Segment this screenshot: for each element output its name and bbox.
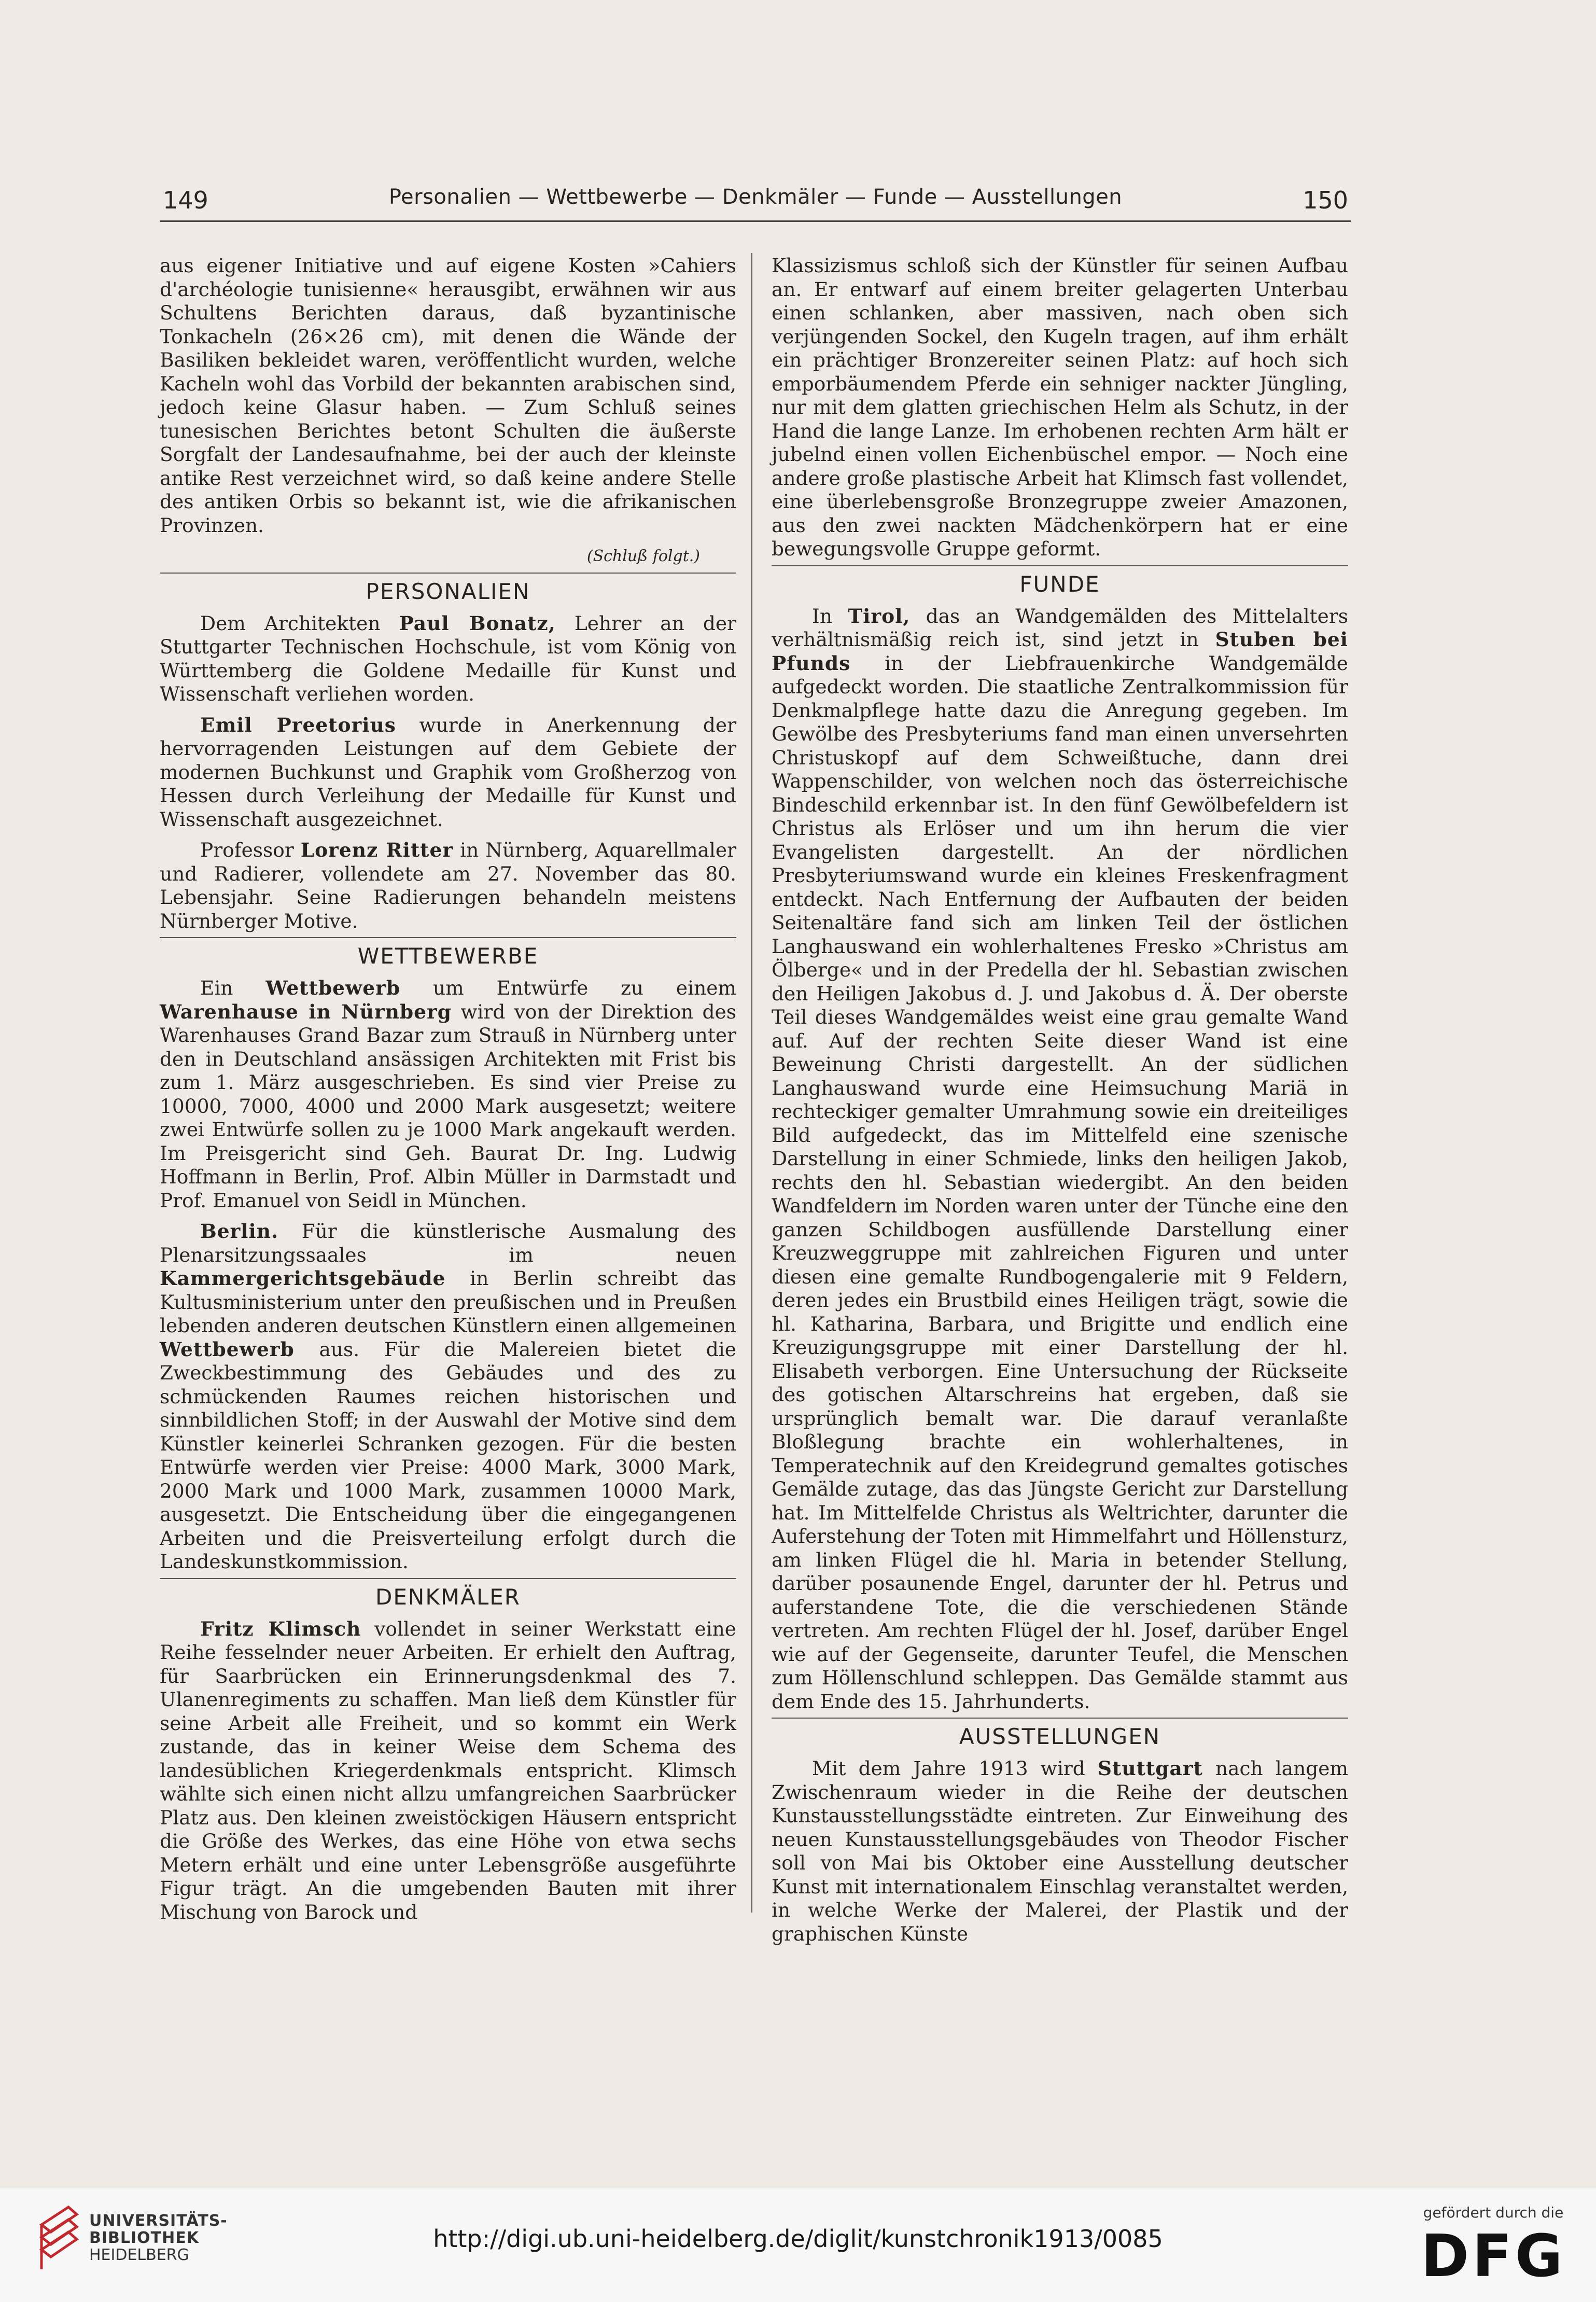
source-url[interactable]: http://digi.ub.uni-heidelberg.de/diglit/kunstchronik1913/0085 xyxy=(433,2225,1163,2253)
section-title-funde: FUNDE xyxy=(1019,571,1100,597)
wettbewerbe-paragraph-1: Ein Wettbewerb um Entwürfe zu einem Warenhause in Nürnberg wird von der Direktion des Warenhauses Grand Bazar zum Strauß in Nürnberg unter den in Deutschland ansässigen Architekten mit Frist bis zum 1. März ausgeschrieben. Es sind vier Preise zu 10000, 7000, 4000 und 2000 Mark ausgesetzt; weitere zwei Entwürfe sollen zu je 1000 Mark angekauft werden. Im Preisgericht sind Geh. Baurat Dr. Ing. Ludwig Hoffmann in Berlin, Prof. Albin Müller in Darmstadt und Prof. Emanuel von Seidl in München. xyxy=(160,976,736,1212)
column-divider xyxy=(751,253,752,1913)
funde-paragraph-1: In Tirol, das an Wandgemälden des Mittelalters verhältnismäßig reich ist, sind jetzt in Stuben bei Pfunds in der Liebfrauenkirche Wandgemälde aufgedeckt worden. Die staatliche Zentralkommission für Denkmalpflege hatte dazu die Anregung gegeben. Im Gewölbe des Presbyteriums fand man einen unversehrten Christuskopf auf dem Schweißtuche, dann drei Wappenschilder, von welchen noch das österreichische Bindeschild erkennbar ist. In den fünf Gewölbefeldern ist Christus als Erlöser und um ihn herum die vier Evangelisten dargestellt. An der nördlichen Presbyteriumswand wurde ein kleines Freskenfragment entdeckt. Nach Entfernung der Aufbauten der beiden Seitenaltäre fand sich am linken Teil der östlichen Langhauswand ein wohlerhaltenes Fresko »Christus am Ölberge« und in der Predella der hl. Sebastian zwischen den Heiligen Jakobus d. J. und Jakobus d. Ä. Der oberste Teil dieses Wandgemäldes weist eine grau gemalte Wand auf. Auf der rechten Seite dieser Wand ist eine Beweinung Christi dargestellt. An der südlichen Langhauswand wurde eine Heimsuchung Mariä in rechteckiger gemalter Umrahmung sowie ein dreiteiliges Bild aufgedeckt, das im Mittelfeld eine szenische Darstellung in einer Schmiede, links den heiligen Jakob, rechts den hl. Sebastian wiedergibt. An den beiden Wandfeldern im Norden waren unter der Tünche eine den ganzen Schildbogen ausfüllende Darstellung einer Kreuzweggruppe mit zahlreichen Figuren und unter diesen eine gemalte Rundbogengalerie mit 9 Feldern, deren jedes ein Brustbild eines Heiligen trägt, sowie die hl. Katharina, Barbara, und Brigitte und endlich eine Kreuzigungsgruppe mit einer Darstellung der hl. Elisabeth verborgen. Eine Untersuchung der Rückseite des gotischen Altarschreins hat ergeben, daß sie ursprünglich bemalt war. Die darauf veranlaßte Bloßlegung brachte ein wohlerhaltenes, in Temperatechnik auf den Kreidegrund gemaltes gotisches Gemälde zutage, das das Jüngste Gericht zur Darstellung hat. Im Mittelfelde Christus als Weltrichter, darunter die Auferstehung der Toten mit Himmelfahrt und Höllensturz, am linken Flügel die hl. Maria in betender Stellung, darüber posaunende Engel, darunter der hl. Petrus und auferstandene Tote, die die verschiedenen Stände vertreten. Am rechten Flügel der hl. Josef, darüber Engel wie auf der Gegenseite, darunter Teufel, die Menschen zum Höllenschlund schleppen. Das Gemälde stammt aus dem Ende des 15. Jahrhunderts. xyxy=(772,604,1348,1713)
running-title: Personalien — Wettbewerbe — Denkmäler — Funde — Ausstellungen xyxy=(388,185,1123,209)
section-rule xyxy=(160,937,736,938)
continued-paragraph: Klassizismus schloß sich der Künstler für seinen Aufbau an. Er entwarf auf einem breiter gelagerten Unterbau einen schlanken, aber massiven, nach oben sich verjüngenden Sockel, den Kugeln tragen, auf ihm erhält ein prächtiger Bronzereiter seinen Platz: auf hoch sich emporbäumendem Pferde ein sehniger nackter Jüngling, nur mit dem glatten griechischen Helm als Schutz, in der Hand die lange Lanze. Im erhobenen rechten Arm hält er jubelnd einen vollen Eichenbüschel empor. — Noch eine andere große plastische Arbeit hat Klimsch fast vollendet, eine überlebensgroße Bronzegruppe zweier Amazonen, aus den zwei nackten Mädchenkörpern hat er eine bewegungsvolle Gruppe geformt. xyxy=(772,254,1348,560)
intro-paragraph: aus eigener Initiative und auf eigene Kosten »Cahiers d'archéologie tunisienne« herausgibt, erwähnen wir aus Schultens Berichten daraus, daß byzantinische Tonkacheln (26×26 cm), mit denen die Wände der Basiliken bekleidet waren, veröffentlicht wurden, welche Kacheln wohl das Vorbild der bekannten arabischen sind, jedoch keine Glasur haben. — Zum Schluß seines tunesischen Berichtes betont Schulten die äußerste Sorgfalt der Landesaufnahme, bei der auch der kleinste antike Rest verzeichnet wird, so daß keine andere Stelle des antiken Orbis so bekannt ist, wie die afrikanischen Provinzen. xyxy=(160,254,736,537)
dfg-logo-text: DFG xyxy=(1421,2226,1566,2283)
section-title-denkmaeler: DENKMÄLER xyxy=(375,1584,521,1610)
section-title-wettbewerbe: WETTBEWERBE xyxy=(357,943,539,969)
page-number-right: 150 xyxy=(1303,186,1348,214)
personalien-paragraph-3: Professor Lorenz Ritter in Nürnberg, Aquarellmaler und Radierer, vollendete am 27. November das 80. Lebensjahr. Seine Radierungen behandeln meistens Nürnberger Motive. xyxy=(160,839,737,932)
university-name: UNIVERSITÄTS- BIBLIOTHEK HEIDELBERG xyxy=(89,2212,228,2264)
right-column xyxy=(772,254,1348,1946)
section-rule xyxy=(160,1578,736,1579)
dfg-block xyxy=(1416,2204,1571,2283)
dfg-logo-icon xyxy=(1418,2226,1569,2283)
section-rule xyxy=(772,1718,1348,1719)
signature: (Schluß folgt.) xyxy=(586,547,700,565)
denkmaeler-paragraph-1: Fritz Klimsch vollendet in seiner Werkstatt eine Reihe fesselnder neuer Arbeiten. Er erhielt den Auftrag, für Saarbrücken ein Erinnerungsdenkmal des 7. Ulanenregiments zu schaffen. Man ließ dem Künstler für seine Arbeit alle Freiheit, und so kommt ein Werk zustande, das in keiner Weise dem Schema des landesüblichen Kriegerdenkmals entspricht. Klimsch wählte sich einen nicht allzu umfangreichen Saarbrücker Platz aus. Den kleinen zweistöckigen Häusern entspricht die Größe des Werkes, das eine Höhe von etwa sechs Metern erhält und eine unter Lebensgröße ausgeführte Figur trägt. An die umgebenden Bauten mit ihrer Mischung von Barock und xyxy=(160,1617,736,1923)
personalien-paragraph-1: Dem Architekten Paul Bonatz, Lehrer an der Stuttgarter Technischen Hochschule, ist vom König von Württemberg die Goldene Medaille für Kunst und Wissenschaft verliehen worden. xyxy=(160,611,736,705)
left-column xyxy=(160,254,736,1924)
page-header xyxy=(160,179,1351,222)
section-rule xyxy=(160,573,736,574)
wettbewerbe-paragraph-2: Berlin. Für die künstlerische Ausmalung des Plenarsitzungssaales im neuen Kammergerichtsgebäude in Berlin schreibt das Kultusministerium unter den preußischen und in Preußen lebenden anderen deutschen Künstlern einen allgemeinen Wettbewerb aus. Für die Malereien bietet die Zweckbestimmung des Gebäudes und des zu schmückenden Raumes reichen historischen und sinnbildlichen Stoff; in der Auswahl der Motive sind dem Künstler keinerlei Schranken gezogen. Für die besten Entwürfe werden vier Preise: 4000 Mark, 3000 Mark, 2000 Mark und 1000 Mark, zusammen 10000 Mark, ausgesetzt. Die Entscheidung über die eingegangenen Arbeiten und die Preisverteilung erfolgt durch die Landeskunstkommission. xyxy=(160,1220,736,1573)
section-rule xyxy=(772,565,1348,566)
footer-bar xyxy=(0,2188,1596,2302)
section-title-ausstellungen: AUSSTELLUNGEN xyxy=(959,1724,1161,1749)
page-number-left: 149 xyxy=(163,186,208,214)
ausstellungen-paragraph-1: Mit dem Jahre 1913 wird Stuttgart nach langem Zwischenraum wieder in die Reihe der deutschen Kunstausstellungsstädte eintreten. Zur Einweihung des neuen Kunstausstellungsgebäudes von Theodor Fischer soll von Mai bis Oktober eine Ausstellung deutscher Kunst mit internationalem Einschlag veranstaltet werden, in welche Werke der Malerei, der Plastik und der graphischen Künste xyxy=(772,1757,1348,1945)
dfg-caption: gefördert durch die xyxy=(1423,2204,1564,2221)
section-title-personalien: PERSONALIEN xyxy=(366,578,530,604)
personalien-paragraph-2: Emil Preetorius wurde in Anerkennung der hervorragenden Leistungen auf dem Gebiete der modernen Buchkunst und Graphik vom Großherzog von Hessen durch Verleihung der Medaille für Kunst und Wissenschaft ausgezeichnet. xyxy=(160,713,736,831)
